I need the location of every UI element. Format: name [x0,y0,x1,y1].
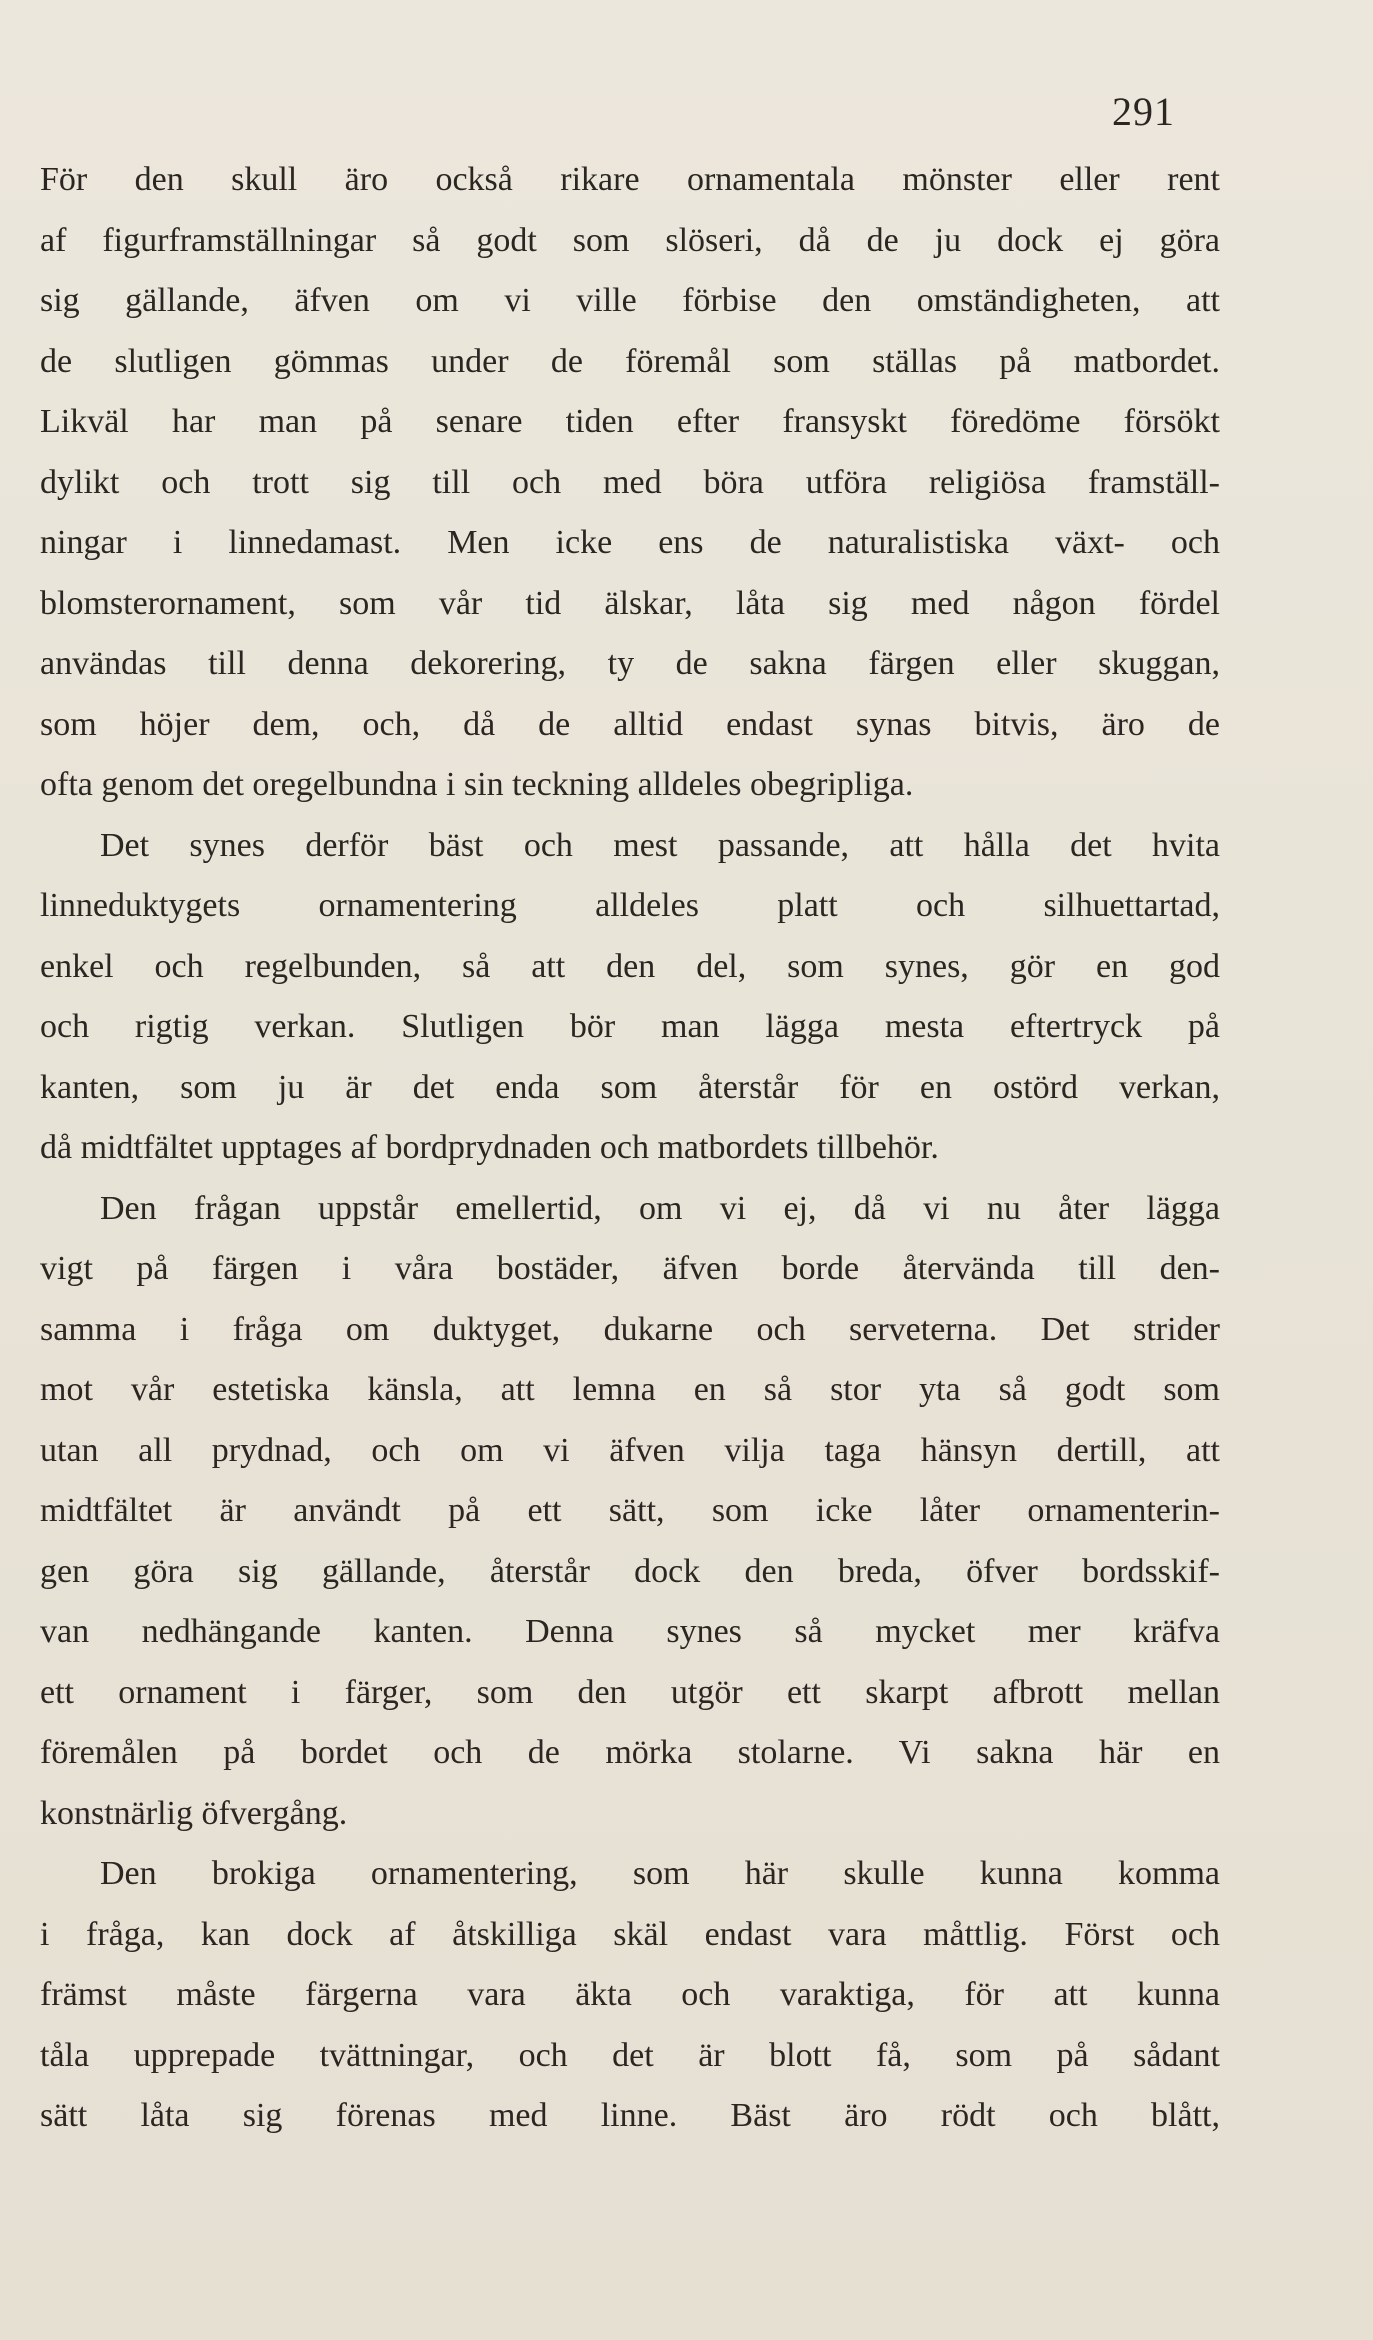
text-line: ett ornament i färger, som den utgör ett skarpt afbrott mellan [40,1673,1220,1711]
text-line: vigt på färgen i våra bostäder, äfven borde återvända till den- [40,1250,1220,1287]
text-line: gen göra sig gällande, återstår dock den breda, öfver bordsskif- [40,1552,1220,1590]
text-line: mot vår estetiska känsla, att lemna en så stor yta så godt som [40,1371,1220,1408]
text-line: i fråga, kan dock af åtskilliga skäl endast vara måttlig. Först och [40,1915,1220,1953]
text-line: utan all prydnad, och om vi äfven vilja taga hänsyn dertill, att [40,1431,1220,1469]
text-line: samma i fråga om duktyget, dukarne och serveterna. Det strider [40,1310,1220,1348]
text-line: För den skull äro också rikare ornamentala mönster eller rent [40,161,1220,198]
text-line: van nedhängande kanten. Denna synes så mycket mer kräfva [40,1613,1220,1650]
text-line: dylikt och trott sig till och med böra utföra religiösa framställ- [40,463,1220,501]
text-line: ofta genom det oregelbundna i sin teckning alldeles obegripliga. [40,766,914,803]
text-line: linneduktygets ornamentering alldeles platt och silhuettartad, [40,887,1220,924]
text-line: främst måste färgerna vara äkta och varaktiga, för att kunna [40,1976,1220,2013]
text-line: ningar i linnedamast. Men icke ens de naturalistiska växt- och [40,524,1220,561]
text-line: föremålen på bordet och de mörka stolarne. Vi sakna här en [40,1734,1220,1771]
page-number: 291 [1112,89,1175,134]
text-line: Den brokiga ornamentering, som här skulle kunna komma [100,1855,1220,1892]
text-line: Det synes derför bäst och mest passande, att hålla det hvita [100,826,1220,864]
text-line: som höjer dem, och, då de alltid endast synas bitvis, äro de [40,705,1220,743]
text-line: då midtfältet upptages af bordprydnaden och matbordets tillbehör. [40,1129,939,1166]
text-line: och rigtig verkan. Slutligen bör man lägga mesta eftertryck på [40,1008,1220,1045]
text-line: kanten, som ju är det enda som återstår för en ostörd verkan, [40,1068,1220,1106]
text-line: Likväl har man på senare tiden efter fransyskt föredöme försökt [40,403,1220,440]
text-line: af figurframställningar så godt som slöseri, då de ju dock ej göra [40,221,1220,259]
text-line: de slutligen gömmas under de föremål som ställas på matbordet. [40,342,1220,380]
text-line: enkel och regelbunden, så att den del, som synes, gör en god [40,947,1220,985]
text-line: användas till denna dekorering, ty de sakna färgen eller skuggan, [40,645,1220,682]
text-line: sig gällande, äfven om vi ville förbise den omständigheten, att [40,282,1220,319]
text-line: blomsterornament, som vår tid älskar, låta sig med någon fördel [40,584,1220,622]
text-line: tåla upprepade tvättningar, och det är blott få, som på sådant [40,2036,1220,2074]
text-line: Den frågan uppstår emellertid, om vi ej, då vi nu åter lägga [100,1189,1220,1227]
text-line: konstnärlig öfvergång. [40,1794,348,1832]
text-line: midtfältet är användt på ett sätt, som icke låter ornamenterin- [40,1492,1220,1529]
text-line: sätt låta sig förenas med linne. Bäst äro rödt och blått, [40,2097,1220,2134]
body-text [40,150,1220,2147]
